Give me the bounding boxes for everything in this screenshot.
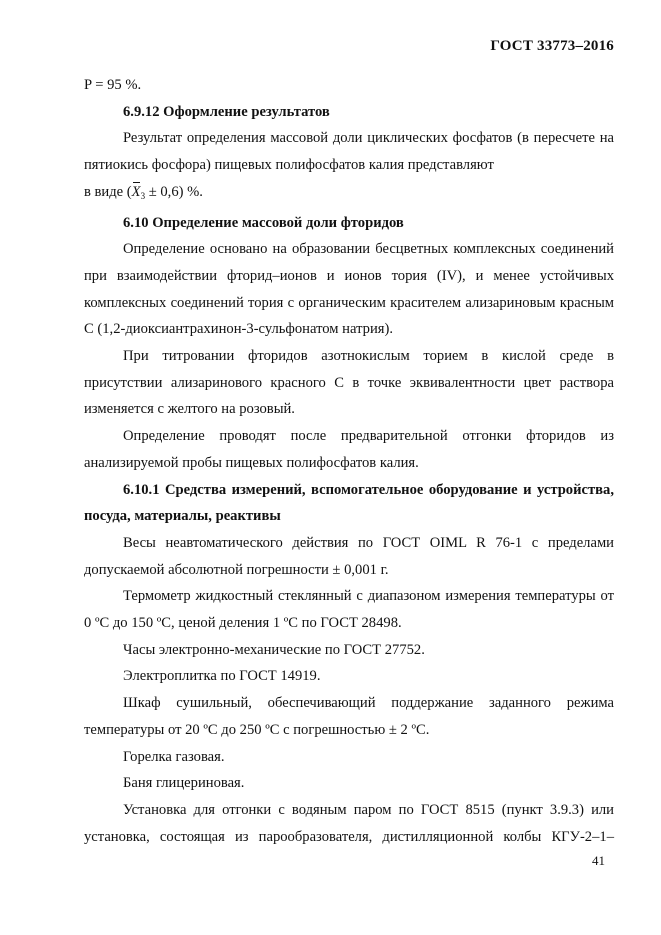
section-heading-6-10-1: 6.10.1 Средства измерений, вспомогательное оборудование и устройства, посуда, материалы, реактивы <box>84 481 614 525</box>
method-principle-paragraph: Определение основано на образовании бесцветных комплексных соединений при взаимодействии фторид–ионов и ионов тория (IV), и менее устойчивых комплексных соединений тория с органическим красителем ализариновым красным С (1,2-диоксиантрахинон-3-сульфонатом натрия). <box>84 241 614 338</box>
thermometer-item: Термометр жидкостный стеклянный с диапазоном измерения температуры от 0 ºС до 150 ºС, ценой деления 1 ºС по ГОСТ 28498. <box>84 588 614 632</box>
result-formula-prefix: в виде ( <box>84 183 132 200</box>
distillation-note-paragraph: Определение проводят после предварительной отгонки фторидов из анализируемой пробы пищевых полифосфатов калия. <box>84 428 614 471</box>
result-paragraph: Результат определения массовой доли циклических фосфатов (в пересчете на пятиокись фосфора) пищевых полифосфатов калия представляют <box>84 130 614 174</box>
gas-burner-item: Горелка газовая. <box>123 748 225 765</box>
scales-item: Весы неавтоматического действия по ГОСТ OIML R 76-1 с пределами допускаемой абсолютной погрешности ± 0,001 г. <box>84 534 614 578</box>
document-body <box>84 72 614 850</box>
result-formula-suffix: ± 0,6) %. <box>145 183 203 200</box>
confidence-probability-line: P = 95 %. <box>84 77 142 93</box>
section-heading-6-9-12: 6.9.12 Оформление результатов <box>123 103 330 120</box>
document-code-header: ГОСТ 33773–2016 <box>490 38 614 54</box>
hotplate-item: Электроплитка по ГОСТ 14919. <box>123 668 321 685</box>
glycerin-bath-item: Баня глицериновая. <box>123 775 245 792</box>
result-formula-line <box>84 179 614 210</box>
mean-x-subscript: 3 <box>140 190 146 201</box>
mean-x-symbol: X <box>132 179 141 206</box>
titration-paragraph: При титровании фторидов азотнокислым торием в кислой среде в присутствии ализаринового красного С в точке эквивалентности цвет раствора изменяется с желтого на розовый. <box>84 348 614 418</box>
clock-item: Часы электронно-механические по ГОСТ 27752. <box>123 641 425 658</box>
page-number: 41 <box>592 853 605 868</box>
steam-distillation-item: Установка для отгонки с водяным паром по ГОСТ 8515 (пункт 3.9.3) или установка, состоящая из парообразователя, дистилляционной колбы КГУ-2–1– <box>84 801 614 845</box>
drying-cabinet-item: Шкаф сушильный, обеспечивающий поддержание заданного режима температуры от 20 ºС до 250 ºС с погрешностью ± 2 ºС. <box>84 695 614 738</box>
section-heading-6-10: 6.10 Определение массовой доли фторидов <box>123 214 404 231</box>
